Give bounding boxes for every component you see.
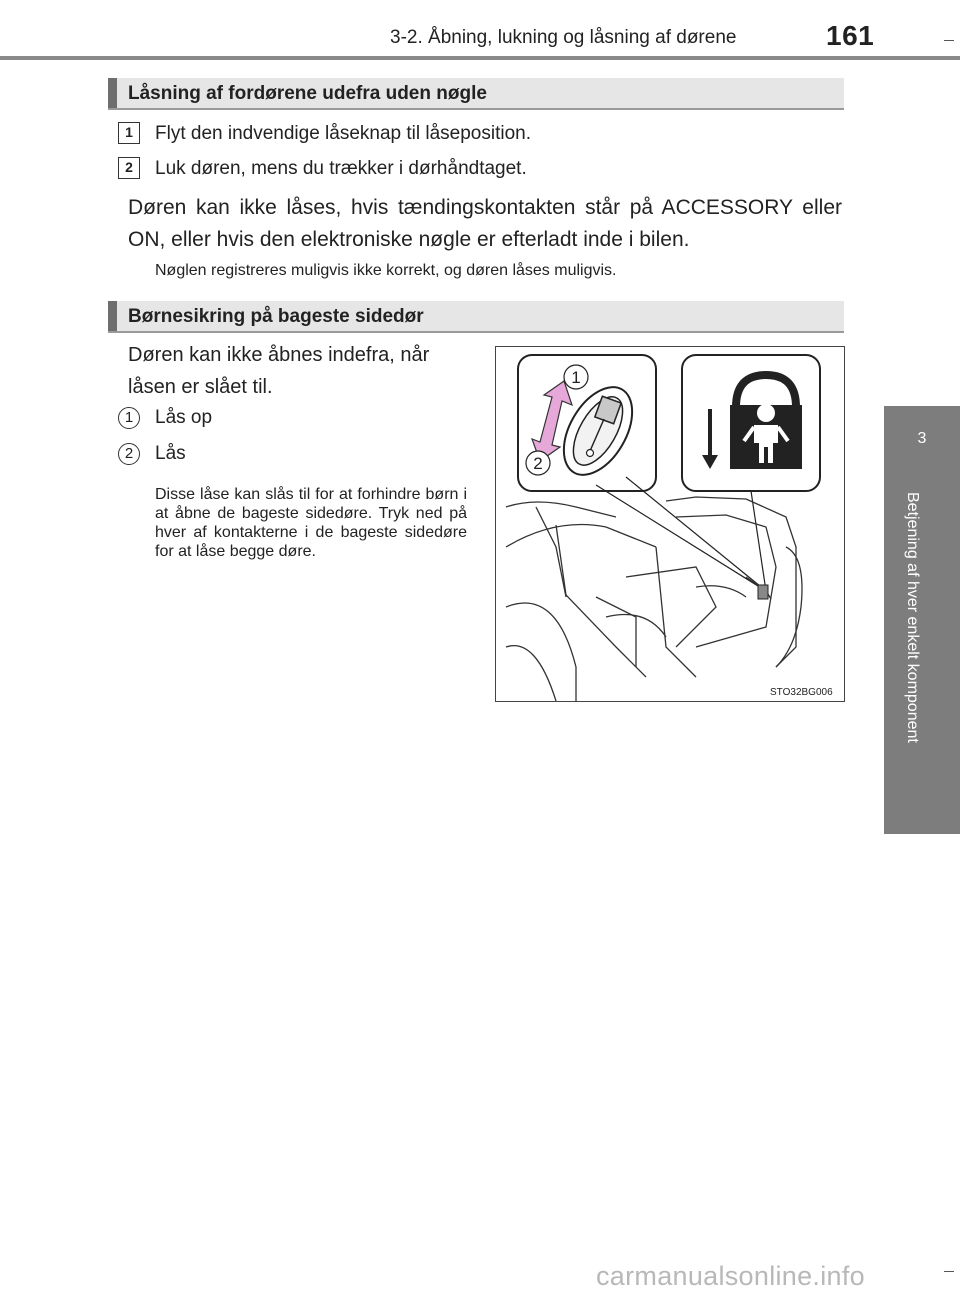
section-header-child-lock bbox=[108, 301, 844, 333]
section-title: Låsning af fordørene udefra uden nøgle bbox=[128, 83, 487, 104]
figure-callout-2-label: 2 bbox=[533, 454, 543, 473]
section-header-bar bbox=[108, 78, 117, 108]
section2-note: Disse låse kan slås til for at forhindre børn i at åbne de bageste sidedøre. Tryk ned på hver af kontakterne i de bageste sidedøre for at låse begge døre. bbox=[155, 486, 467, 560]
section-header-bar bbox=[108, 301, 117, 331]
section-header-front-door-lock bbox=[108, 78, 844, 110]
section2-description: Døren kan ikke åbnes indefra, når låsen er slået til. bbox=[128, 344, 430, 398]
running-header-title: 3-2. Åbning, lukning og låsning af dørene bbox=[390, 27, 737, 48]
item-badge-1: 1 bbox=[118, 407, 140, 429]
section-title: Børnesikring på bageste sidedør bbox=[128, 306, 424, 327]
child-lock-illustration bbox=[495, 346, 845, 702]
illustration-svg bbox=[496, 347, 844, 701]
header-rule bbox=[0, 56, 960, 60]
figure-callout-1-label: 1 bbox=[571, 368, 581, 387]
door-lock-switch-location bbox=[758, 585, 768, 599]
section1-paragraph: Døren kan ikke låses, hvis tændingskontakten står på ACCESSORY eller ON, eller hvis den elektroniske nøgle er efterladt inde i bilen. bbox=[128, 196, 842, 251]
step-badge-1: 1 bbox=[118, 122, 140, 144]
page-number: 161 bbox=[826, 20, 875, 51]
watermark: carmanualsonline.info bbox=[596, 1261, 865, 1291]
chapter-side-tab bbox=[884, 406, 960, 834]
crop-mark-top bbox=[944, 40, 954, 41]
step-badge-2: 2 bbox=[118, 157, 140, 179]
item-badge-2: 2 bbox=[118, 443, 140, 465]
step-text-1: Flyt den indvendige låseknap til låseposition. bbox=[155, 123, 532, 144]
figure-code: STO32BG006 bbox=[770, 687, 833, 698]
crop-mark-bottom bbox=[944, 1271, 954, 1272]
step-text-2: Luk døren, mens du trækker i dørhåndtaget. bbox=[155, 158, 527, 179]
item-text-lock: Lås bbox=[155, 443, 186, 464]
chapter-title-vertical: Betjening af hver enkelt komponent bbox=[904, 492, 921, 743]
chapter-number: 3 bbox=[917, 430, 927, 447]
section1-note: Nøglen registreres muligvis ikke korrekt, og døren låses muligvis. bbox=[155, 262, 617, 279]
item-text-unlock: Lås op bbox=[155, 407, 213, 428]
